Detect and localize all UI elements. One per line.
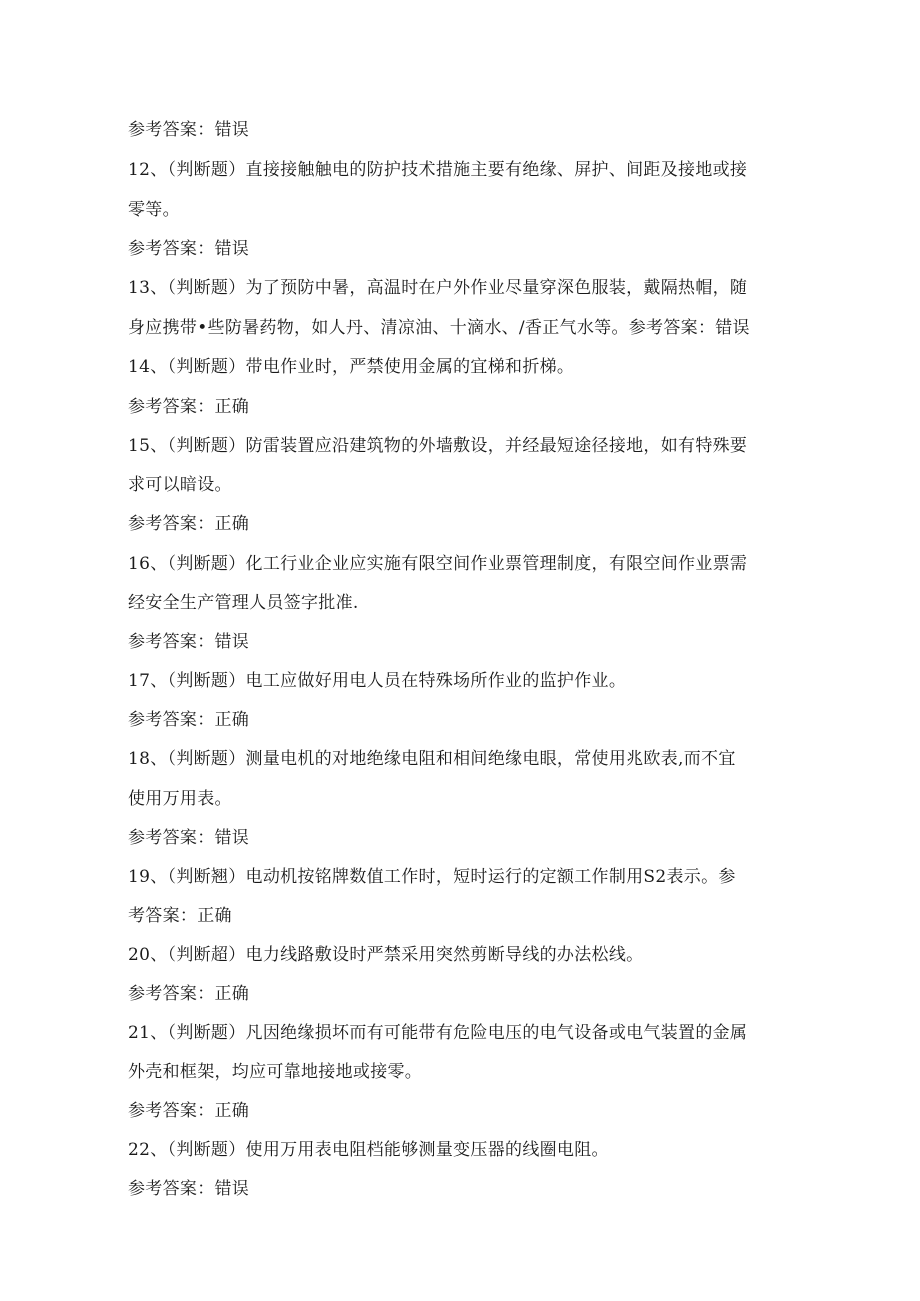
question-16-line-2: 经安全生产管理人员签字批准.	[128, 593, 359, 613]
question-12-line-2: 零等。	[128, 200, 180, 220]
question-18-line-1: 18、（判断题）测量电机的对地绝缘电阻和相间绝缘电眼，常使用兆欧表,而不宜	[128, 749, 736, 769]
question-16-line-1: 16、（判断题）化工行业企业应实施有限空间作业票管理制度，有限空间作业票需	[128, 554, 748, 574]
question-15-line-1: 15、（判断题）防雷装置应沿建筑物的外墙敷设，并经最短途径接地，如有特殊要	[128, 436, 748, 456]
answer-line: 参考答案：错误	[128, 239, 250, 259]
question-20-line-1: 20、（判断超）电力线路敷设时严禁采用突然剪断导线的办法松线。	[128, 945, 644, 965]
answer-line: 参考答案：正确	[128, 1101, 250, 1121]
answer-line: 参考答案：错误	[128, 120, 250, 140]
question-18-line-2: 使用万用表。	[128, 789, 232, 809]
question-12-line-1: 12、（判断题）直接接触触电的防护技术措施主要有绝缘、屏护、间距及接地或接	[128, 160, 748, 180]
answer-line: 参考答案：正确	[128, 514, 250, 534]
question-21-line-1: 21、（判断题）凡因绝缘损坏而有可能带有危险电压的电气设备或电气装置的金属	[128, 1023, 748, 1043]
answer-line: 参考答案：错误	[128, 828, 250, 848]
answer-line: 参考答案：正确	[128, 984, 250, 1004]
question-13-line-1: 13、（判断题）为了预防中暑，高温时在户外作业尽量穿深色服装，戴隔热帽，随	[128, 278, 748, 298]
question-21-line-2: 外壳和框架，均应可靠地接地或接零。	[128, 1062, 423, 1082]
question-13-line-2: 身应携带•些防暑药物，如人丹、清凉油、十滴水、/香正气水等。参考答案：错误	[128, 318, 750, 338]
question-19-line-1: 19、（判断翘）电动机按铭牌数值工作时，短时运行的定额工作制用S2表示。参	[128, 867, 736, 887]
answer-line: 参考答案：正确	[128, 397, 250, 417]
answer-line: 参考答案：正确	[128, 710, 250, 730]
question-17-line-1: 17、（判断题）电工应做好用电人员在特殊场所作业的监护作业。	[128, 671, 627, 691]
answer-line: 参考答案：错误	[128, 1179, 250, 1199]
question-15-line-2: 求可以暗设。	[128, 475, 232, 495]
question-22-line-1: 22、（判断题）使用万用表电阻档能够测量变压器的线圈电阻。	[128, 1140, 609, 1160]
question-19-line-2: 考答案：正确	[128, 906, 232, 926]
question-14-line-1: 14、（判断题）带电作业时，严禁使用金属的宜梯和折梯。	[128, 357, 575, 377]
answer-line: 参考答案：错误	[128, 632, 250, 652]
